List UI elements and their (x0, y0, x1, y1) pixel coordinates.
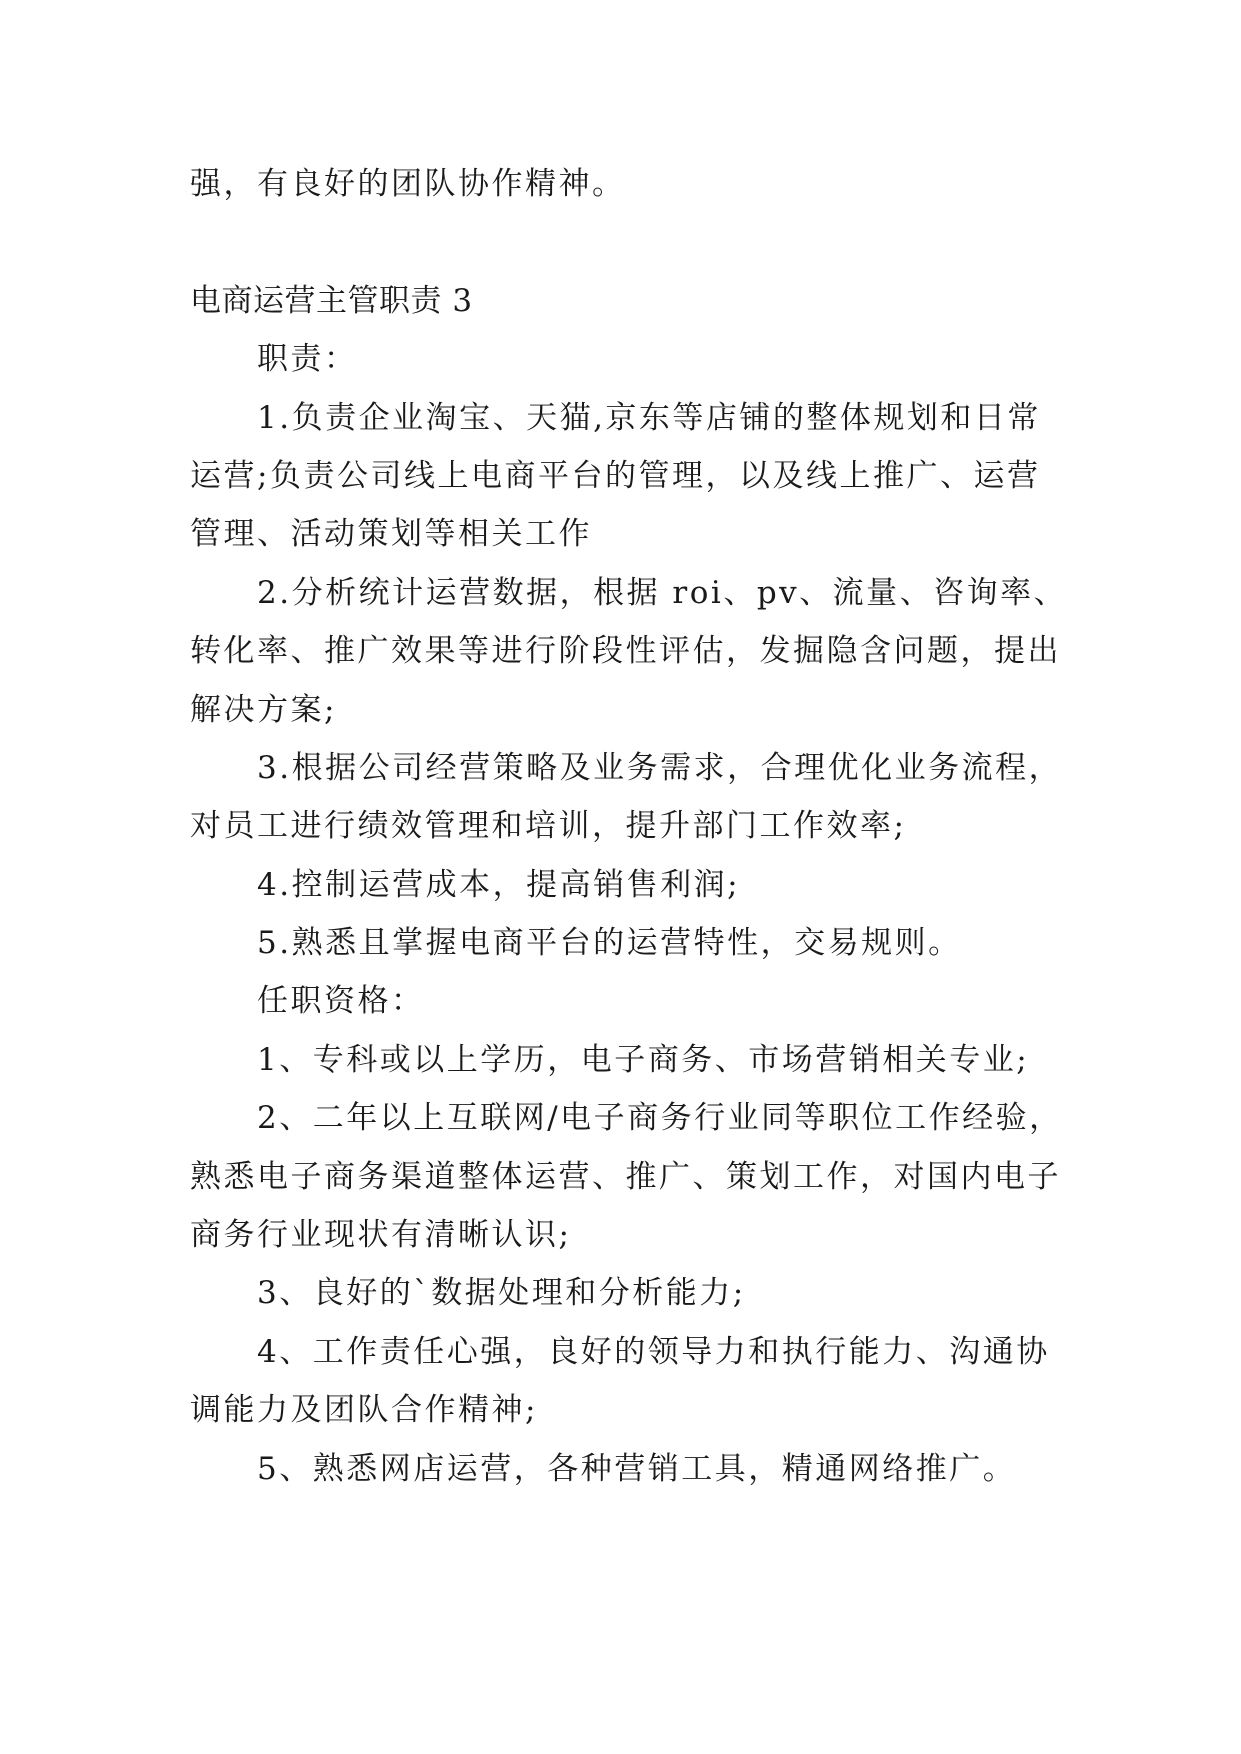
continuation-line: 强，有良好的团队协作精神。 (190, 166, 626, 202)
duty-item (190, 739, 1063, 856)
blank-line (190, 213, 1051, 271)
requirement-item (190, 1323, 1051, 1440)
duty-item (190, 914, 1051, 972)
text-line: 对员工进行绩效管理和培训，提升部门工作效率; (190, 808, 907, 845)
text-line: 调能力及团队合作精神; (190, 1392, 538, 1429)
requirement-item (190, 1440, 1051, 1498)
text-line: 3.根据公司经营策略及业务需求，合理优化业务流程， (257, 749, 1063, 786)
requirement-item (190, 1031, 1051, 1089)
section-title: 电商运营主管职责 3 (190, 282, 473, 319)
text-line: 3、良好的`数据处理和分析能力; (257, 1275, 746, 1312)
duties-heading: 职责： (257, 341, 358, 378)
duty-item (190, 389, 1051, 564)
text-line: 5、熟悉网店运营，各种营销工具，精通网络推广。 (257, 1450, 1017, 1487)
text-line: 熟悉电子商务渠道整体运营、推广、策划工作，对国内电子 (190, 1158, 1061, 1195)
text-line: 管理、活动策划等相关工作 (190, 516, 592, 553)
text-line: 4、工作责任心强，良好的领导力和执行能力、沟通协 (257, 1333, 1050, 1370)
duty-item (190, 856, 1051, 914)
text-line: 2、二年以上互联网/电子商务行业同等职位工作经验， (257, 1100, 1063, 1137)
requirements-heading: 任职资格： (257, 983, 425, 1020)
requirement-item (190, 1089, 1063, 1264)
text-line: 2.分析统计运营数据，根据 roi、pv、流量、咨询率、 (257, 574, 1068, 611)
text-line: 运营;负责公司线上电商平台的管理，以及线上推广、运营 (190, 457, 1041, 494)
duty-item (190, 564, 1068, 739)
text-line: 商务行业现状有清晰认识; (190, 1217, 572, 1254)
text-line: 1、专科或以上学历，电子商务、市场营销相关专业; (257, 1041, 1030, 1078)
requirement-item (190, 1264, 1051, 1322)
text-line: 转化率、推广效果等进行阶段性评估，发掘隐含问题，提出 (190, 633, 1061, 670)
text-line: 1.负责企业淘宝、天猫,京东等店铺的整体规划和日常 (257, 399, 1041, 436)
text-line: 4.控制运营成本，提高销售利润; (257, 866, 741, 903)
text-line: 5.熟悉且掌握电商平台的运营特性，交易规则。 (257, 925, 962, 962)
text-line: 解决方案; (190, 691, 337, 728)
